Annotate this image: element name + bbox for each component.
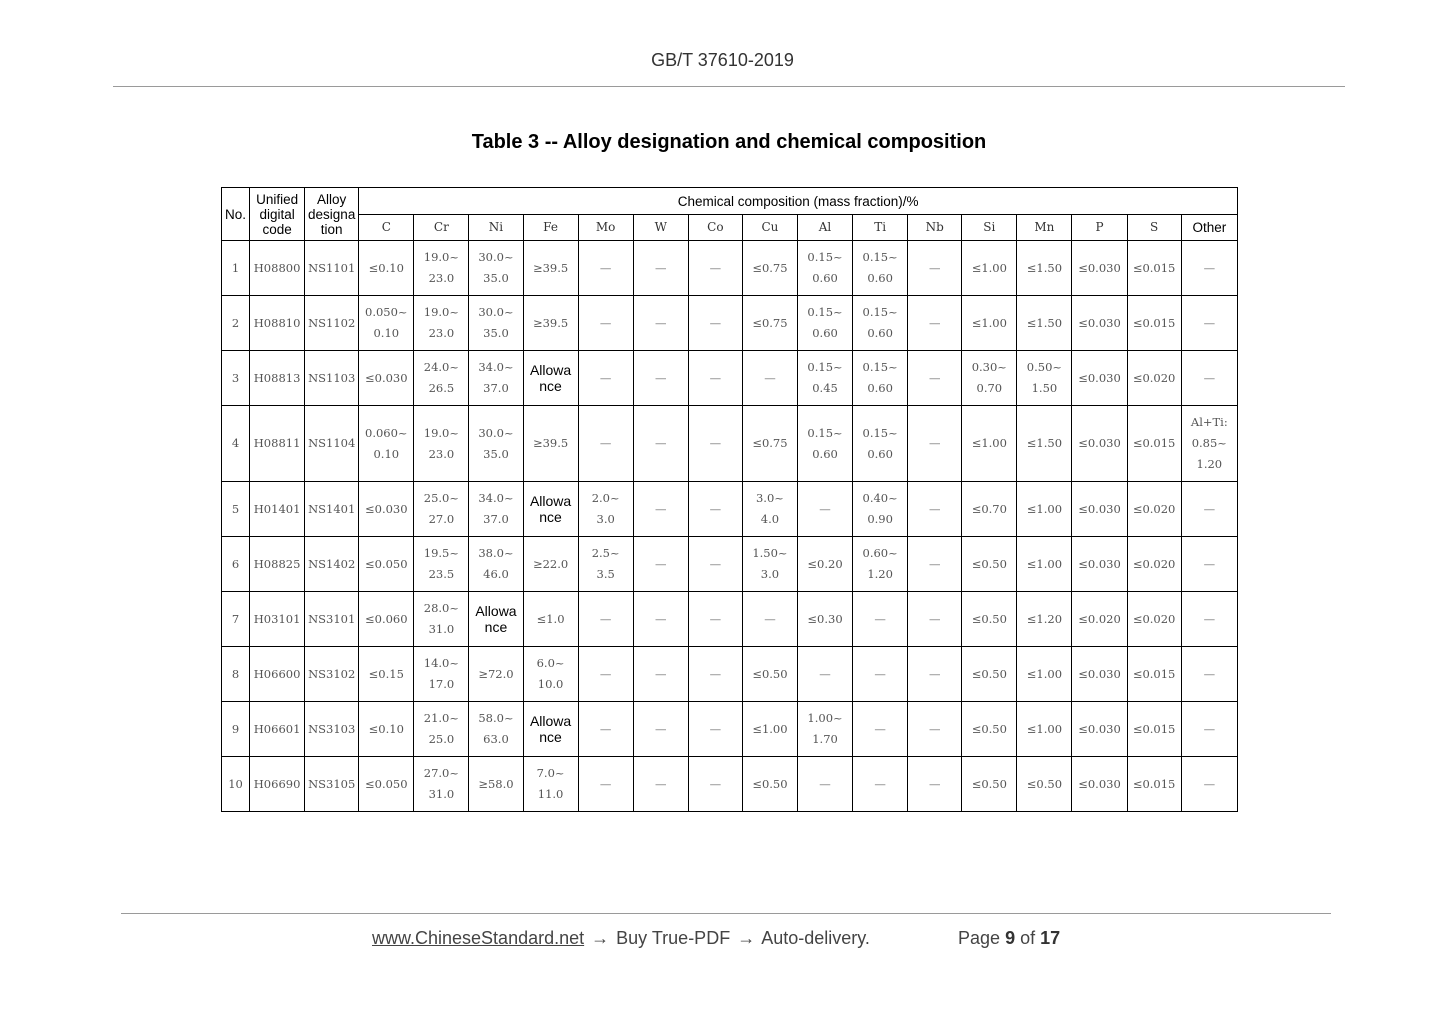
table-cell: — (853, 757, 908, 812)
table-cell: 1.50~ 3.0 (742, 537, 797, 592)
table-cell: ≤0.75 (742, 241, 797, 296)
table-cell: 10 (222, 757, 250, 812)
table-cell: ≤0.75 (742, 406, 797, 482)
table-cell: — (908, 406, 962, 482)
table-cell: — (633, 296, 688, 351)
table-cell: ≤0.10 (359, 241, 414, 296)
table-cell: 0.15~ 0.60 (797, 406, 852, 482)
table-cell: — (908, 757, 962, 812)
table-cell: H08811 (250, 406, 305, 482)
table-cell: 19.5~ 23.5 (414, 537, 469, 592)
table-cell: ≤0.50 (962, 702, 1017, 757)
table-row (222, 241, 1238, 296)
table-cell: ≤0.50 (742, 647, 797, 702)
page-number: 9 (1005, 928, 1016, 948)
table-cell: — (578, 592, 633, 647)
header-element-mn: Mn (1017, 215, 1072, 241)
of-label: of (1020, 928, 1036, 948)
header-element-fe: Fe (523, 215, 578, 241)
table-cell: H08810 (250, 296, 305, 351)
header-element-w: W (633, 215, 688, 241)
table-cell: ≤0.030 (1072, 241, 1127, 296)
table-cell: — (908, 296, 962, 351)
table-cell: 0.60~ 1.20 (853, 537, 908, 592)
table-cell: ≤0.030 (1072, 757, 1127, 812)
table-cell: 28.0~ 31.0 (414, 592, 469, 647)
table-cell: NS1401 (305, 482, 359, 537)
table-cell: ≤0.50 (962, 537, 1017, 592)
table-cell: ≤0.020 (1127, 592, 1181, 647)
table-cell: — (578, 757, 633, 812)
page-total: 17 (1040, 928, 1061, 948)
header-element-cu: Cu (742, 215, 797, 241)
table-row (222, 482, 1238, 537)
table-row (222, 406, 1238, 482)
buy-text: Buy True-PDF (616, 928, 731, 948)
table-cell: — (853, 592, 908, 647)
header-unified-code: Unified digital code (250, 188, 305, 241)
table-cell: H06690 (250, 757, 305, 812)
table-cell: H03101 (250, 592, 305, 647)
header-no: No. (222, 188, 250, 241)
table-cell: ≤0.015 (1127, 406, 1181, 482)
table-cell: 2.0~ 3.0 (578, 482, 633, 537)
table-cell: Allowa nce (469, 592, 523, 647)
table-cell: NS3105 (305, 757, 359, 812)
table-cell: 19.0~ 23.0 (414, 241, 469, 296)
table-cell: ≤0.030 (1072, 702, 1127, 757)
table-cell: ≤0.50 (742, 757, 797, 812)
table-cell: ≤0.020 (1127, 482, 1181, 537)
table-cell: ≤1.00 (962, 406, 1017, 482)
table-cell: NS3102 (305, 647, 359, 702)
table-cell: 30.0~ 35.0 (469, 406, 523, 482)
table-cell: — (578, 647, 633, 702)
header-element-mo: Mo (578, 215, 633, 241)
table-cell: NS3101 (305, 592, 359, 647)
table-cell: — (633, 537, 688, 592)
table-cell: ≤0.050 (359, 757, 414, 812)
table-cell: — (908, 647, 962, 702)
table-cell: — (1181, 537, 1237, 592)
table-cell: 7.0~ 11.0 (523, 757, 578, 812)
table-cell: — (633, 757, 688, 812)
table-cell: — (1181, 592, 1237, 647)
composition-table (221, 187, 1238, 812)
table-cell: — (908, 702, 962, 757)
table-cell: ≤0.30 (797, 592, 852, 647)
site-link[interactable]: www.ChineseStandard.net (372, 928, 585, 948)
table-cell: H08800 (250, 241, 305, 296)
table-row (222, 647, 1238, 702)
table-cell: 4 (222, 406, 250, 482)
table-cell: — (578, 702, 633, 757)
table-cell: ≤0.060 (359, 592, 414, 647)
table-cell: 19.0~ 23.0 (414, 406, 469, 482)
table-cell: ≤1.20 (1017, 592, 1072, 647)
table-cell: ≤1.00 (1017, 482, 1072, 537)
table-cell: — (633, 406, 688, 482)
table-cell: ≤0.020 (1072, 592, 1127, 647)
right-arrow-icon: → (737, 928, 756, 948)
table-cell: 34.0~ 37.0 (469, 482, 523, 537)
table-cell: 3.0~ 4.0 (742, 482, 797, 537)
header-element-s: S (1127, 215, 1181, 241)
table-cell: — (908, 482, 962, 537)
table-row (222, 702, 1238, 757)
table-cell: — (688, 351, 742, 406)
table-cell: ≤0.030 (1072, 482, 1127, 537)
table-cell: 25.0~ 27.0 (414, 482, 469, 537)
table-cell: — (688, 702, 742, 757)
table-cell: — (578, 296, 633, 351)
table-cell: ≤0.10 (359, 702, 414, 757)
header-element-p: P (1072, 215, 1127, 241)
table-cell: ≤0.020 (1127, 351, 1181, 406)
table-cell: 34.0~ 37.0 (469, 351, 523, 406)
page-label: Page (958, 928, 1001, 948)
table-cell: 2 (222, 296, 250, 351)
table-cell: — (578, 351, 633, 406)
header-element-other: Other (1181, 215, 1237, 241)
table-row (222, 351, 1238, 406)
table-cell: — (742, 351, 797, 406)
table-cell: 1 (222, 241, 250, 296)
table-cell: 5 (222, 482, 250, 537)
table-cell: 30.0~ 35.0 (469, 241, 523, 296)
table-cell: — (853, 702, 908, 757)
table-cell: ≤0.015 (1127, 702, 1181, 757)
table-cell: — (688, 482, 742, 537)
table-cell: 8 (222, 647, 250, 702)
table-cell: H06600 (250, 647, 305, 702)
table-cell: 0.40~ 0.90 (853, 482, 908, 537)
header-element-al: Al (797, 215, 852, 241)
table-cell: ≤1.00 (962, 241, 1017, 296)
footer-promo (372, 928, 870, 949)
table-cell: ≤0.030 (1072, 296, 1127, 351)
table-cell: — (908, 537, 962, 592)
table-cell: — (688, 647, 742, 702)
table-cell: ≤0.50 (1017, 757, 1072, 812)
table-cell: 19.0~ 23.0 (414, 296, 469, 351)
table-cell: ≤0.020 (1127, 537, 1181, 592)
header-element-cr: Cr (414, 215, 469, 241)
table-cell: NS1103 (305, 351, 359, 406)
table-cell: ≤0.030 (1072, 406, 1127, 482)
table-cell: ≥22.0 (523, 537, 578, 592)
table-row (222, 296, 1238, 351)
table-cell: — (688, 241, 742, 296)
table-cell: — (908, 351, 962, 406)
table-cell: — (688, 537, 742, 592)
table-cell: — (908, 592, 962, 647)
header-element-si: Si (962, 215, 1017, 241)
table-cell: 2.5~ 3.5 (578, 537, 633, 592)
footer-divider (121, 913, 1331, 914)
table-cell: NS1104 (305, 406, 359, 482)
table-cell: 14.0~ 17.0 (414, 647, 469, 702)
table-cell: ≤0.20 (797, 537, 852, 592)
table-cell: — (688, 406, 742, 482)
table-cell: NS1402 (305, 537, 359, 592)
table-cell: ≤1.00 (1017, 702, 1072, 757)
table-body (222, 241, 1238, 812)
table-cell: ≤0.030 (1072, 351, 1127, 406)
table-cell: ≤0.030 (359, 482, 414, 537)
table-row (222, 757, 1238, 812)
table-cell: — (1181, 702, 1237, 757)
table-cell: Allowa nce (523, 702, 578, 757)
table-cell: 0.15~ 0.60 (853, 241, 908, 296)
table-cell: 24.0~ 26.5 (414, 351, 469, 406)
table-cell: ≤0.50 (962, 592, 1017, 647)
table-cell: Allowa nce (523, 482, 578, 537)
table-cell: — (688, 757, 742, 812)
table-cell: ≤0.015 (1127, 647, 1181, 702)
delivery-text: Auto-delivery. (761, 928, 870, 948)
table-cell: ≤0.030 (359, 351, 414, 406)
table-cell: 0.050~ 0.10 (359, 296, 414, 351)
table-cell: ≥39.5 (523, 241, 578, 296)
table-cell: Al+Ti: 0.85~ 1.20 (1181, 406, 1237, 482)
table-cell: 0.15~ 0.60 (853, 296, 908, 351)
table-cell: 0.50~ 1.50 (1017, 351, 1072, 406)
header-row-elements (222, 215, 1238, 241)
header-element-c: C (359, 215, 414, 241)
table-cell: ≤1.00 (962, 296, 1017, 351)
header-element-ni: Ni (469, 215, 523, 241)
table-cell: ≤0.015 (1127, 296, 1181, 351)
table-cell: 7 (222, 592, 250, 647)
header-divider (113, 86, 1345, 87)
table-cell: ≤0.050 (359, 537, 414, 592)
table-cell: 0.15~ 0.60 (797, 241, 852, 296)
table-cell: ≤0.75 (742, 296, 797, 351)
table-cell: 1.00~ 1.70 (797, 702, 852, 757)
table-cell: 0.15~ 0.60 (853, 406, 908, 482)
table-cell: — (633, 241, 688, 296)
table-cell: 0.15~ 0.45 (797, 351, 852, 406)
table-cell: ≤1.0 (523, 592, 578, 647)
table-cell: ≤1.00 (742, 702, 797, 757)
table-cell: 0.30~ 0.70 (962, 351, 1017, 406)
table-cell: ≤0.50 (962, 647, 1017, 702)
table-cell: — (578, 241, 633, 296)
table-cell: ≥72.0 (469, 647, 523, 702)
table-cell: 0.15~ 0.60 (853, 351, 908, 406)
table-cell: ≤1.00 (1017, 537, 1072, 592)
table-cell: ≤0.015 (1127, 241, 1181, 296)
page-indicator (958, 928, 1060, 949)
table-title: Table 3 -- Alloy designation and chemical composition (471, 131, 987, 153)
table-cell: H01401 (250, 482, 305, 537)
header-element-co: Co (688, 215, 742, 241)
table-cell: ≥58.0 (469, 757, 523, 812)
table-cell: 58.0~ 63.0 (469, 702, 523, 757)
table-cell: — (633, 702, 688, 757)
table-cell: — (797, 482, 852, 537)
table-cell: ≤1.50 (1017, 296, 1072, 351)
table-cell: — (1181, 757, 1237, 812)
table-cell: 3 (222, 351, 250, 406)
document-header: GB/T 37610-2019 (651, 50, 794, 70)
table-cell: — (1181, 482, 1237, 537)
header-chemical-composition: Chemical composition (mass fraction)/% (359, 188, 1238, 215)
table-cell: NS1102 (305, 296, 359, 351)
table-cell: ≤1.50 (1017, 406, 1072, 482)
table-cell: ≤0.70 (962, 482, 1017, 537)
right-arrow-icon: → (591, 928, 610, 948)
table-cell: 21.0~ 25.0 (414, 702, 469, 757)
table-cell: — (1181, 241, 1237, 296)
table-cell: 6.0~ 10.0 (523, 647, 578, 702)
table-cell: ≤1.00 (1017, 647, 1072, 702)
table-cell: ≥39.5 (523, 406, 578, 482)
table-cell: — (633, 351, 688, 406)
table-cell: 0.060~ 0.10 (359, 406, 414, 482)
table-cell: — (797, 757, 852, 812)
table-cell: 38.0~ 46.0 (469, 537, 523, 592)
table-cell: — (1181, 296, 1237, 351)
table-cell: Allowa nce (523, 351, 578, 406)
table-cell: 9 (222, 702, 250, 757)
table-cell: — (633, 482, 688, 537)
table-cell: — (1181, 351, 1237, 406)
table-cell: — (633, 592, 688, 647)
table-cell: 30.0~ 35.0 (469, 296, 523, 351)
table-cell: 27.0~ 31.0 (414, 757, 469, 812)
table-cell: — (742, 592, 797, 647)
table-cell: — (908, 241, 962, 296)
table-cell: — (578, 406, 633, 482)
table-cell: ≤0.015 (1127, 757, 1181, 812)
table-cell: 6 (222, 537, 250, 592)
table-cell: H08825 (250, 537, 305, 592)
table-cell: — (633, 647, 688, 702)
table-cell: — (853, 647, 908, 702)
table-cell: ≤0.15 (359, 647, 414, 702)
table-cell: 0.15~ 0.60 (797, 296, 852, 351)
table-cell: ≤0.030 (1072, 537, 1127, 592)
header-element-nb: Nb (908, 215, 962, 241)
table-cell: ≥39.5 (523, 296, 578, 351)
table-row (222, 537, 1238, 592)
header-row-group (222, 188, 1238, 215)
header-element-ti: Ti (853, 215, 908, 241)
table-cell: ≤1.50 (1017, 241, 1072, 296)
table-cell: ≤0.030 (1072, 647, 1127, 702)
header-alloy-designation: Alloy designa tion (305, 188, 359, 241)
table-cell: — (1181, 647, 1237, 702)
table-cell: — (688, 296, 742, 351)
table-cell: NS1101 (305, 241, 359, 296)
table-row (222, 592, 1238, 647)
table-cell: ≤0.50 (962, 757, 1017, 812)
table-cell: — (797, 647, 852, 702)
table-cell: H08813 (250, 351, 305, 406)
table-cell: NS3103 (305, 702, 359, 757)
table-cell: H06601 (250, 702, 305, 757)
table-cell: — (688, 592, 742, 647)
